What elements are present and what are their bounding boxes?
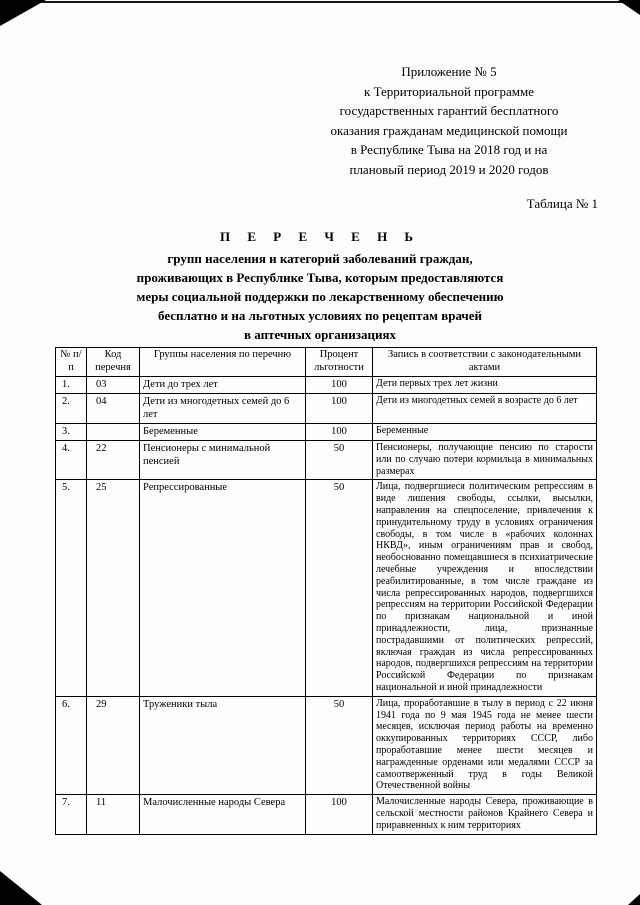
cell-benefit-percent: 50 xyxy=(306,441,373,480)
cell-legal-record: Лица, проработавшие в тылу в период с 22 июня 1941 года по 9 мая 1945 года не менее шести месяцев, исключая период работы на временно оккупированных территориях СССР, либо проработавшие менее шести месяцев и награжденные орденами или медалями СССР за самоотверженный труд в годы Великой Отечественной войны xyxy=(373,696,597,794)
scan-artifact-bottom-right xyxy=(628,894,640,905)
column-header-num: № п/п xyxy=(56,348,87,377)
cell-list-code: 04 xyxy=(87,394,140,424)
title-heading: П Е Р Е Ч Е Н Ь xyxy=(219,229,421,244)
scan-artifact-bottom-left xyxy=(0,871,42,905)
appendix-line: Приложение № 5 xyxy=(401,64,497,79)
cell-group-name: Репрессированные xyxy=(140,480,306,696)
cell-row-number: 6. xyxy=(56,696,87,794)
cell-list-code: 11 xyxy=(87,795,140,834)
title-line: в аптечных организациях xyxy=(244,327,396,342)
cell-group-name: Малочисленные народы Севера xyxy=(140,795,306,834)
cell-benefit-percent: 50 xyxy=(306,480,373,696)
document-title xyxy=(30,227,610,344)
table-row xyxy=(56,424,597,441)
cell-row-number: 1. xyxy=(56,377,87,394)
appendix-block xyxy=(284,62,614,179)
cell-legal-record: Дети из многодетных семей в возрасте до 6 лет xyxy=(373,394,597,424)
cell-benefit-percent: 100 xyxy=(306,394,373,424)
column-header-group: Группы населения по перечню xyxy=(140,348,306,377)
cell-legal-record: Беременные xyxy=(373,424,597,441)
cell-list-code xyxy=(87,424,140,441)
table-row xyxy=(56,441,597,480)
cell-group-name: Труженики тыла xyxy=(140,696,306,794)
title-line: групп населения и категорий заболеваний граждан, xyxy=(167,251,473,266)
cell-row-number: 5. xyxy=(56,480,87,696)
appendix-line: государственных гарантий бесплатного xyxy=(339,103,559,118)
cell-group-name: Дети из многодетных семей до 6 лет xyxy=(140,394,306,424)
cell-legal-record: Пенсионеры, получающие пенсию по старости или по случаю потери кормильца в минимальных размерах xyxy=(373,441,597,480)
table-row xyxy=(56,377,597,394)
cell-legal-record: Дети первых трех лет жизни xyxy=(373,377,597,394)
table-row xyxy=(56,394,597,424)
cell-benefit-percent: 100 xyxy=(306,377,373,394)
cell-legal-record: Лица, подвергшиеся политическим репрессиям в виде лишения свободы, ссылки, высылки, направления на спецпоселение, привлечения к принудительному труду в условиях ограничения свободы, в том числе в «рабочих колоннах НКВД», иным ограничениям прав и свобод, необоснованно помещавшиеся в психиатрические лечебные учреждения и впоследствии реабилитированные, в том числе граждане из числа репрессированных народов, подвергшихся репрессиям на территории Российской Федерации по признакам национальной и иной принадлежности, лица, признанные пострадавшими от политических репрессий, включая граждан из числа репрессированных народов, подвергшихся репрессиям на территории Российской Федерации по признакам национальной и иной принадлежности xyxy=(373,480,597,696)
scan-artifact-top-left xyxy=(0,0,46,26)
appendix-line: оказания гражданам медицинской помощи xyxy=(330,122,568,138)
cell-row-number: 2. xyxy=(56,394,87,424)
table-number-label: Таблица № 1 xyxy=(526,196,598,211)
cell-row-number: 3. xyxy=(56,424,87,441)
cell-list-code: 29 xyxy=(87,696,140,794)
appendix-line: к Территориальной программе xyxy=(364,83,534,99)
cell-group-name: Беременные xyxy=(140,424,306,441)
title-line: проживающих в Республике Тыва, которым предоставляются xyxy=(136,270,504,285)
cell-group-name: Пенсионеры с минимальной пенсией xyxy=(140,441,306,480)
cell-group-name: Дети до трех лет xyxy=(140,377,306,394)
cell-list-code: 25 xyxy=(87,480,140,696)
cell-list-code: 22 xyxy=(87,441,140,480)
cell-row-number: 4. xyxy=(56,441,87,480)
column-header-record: Запись в соответствии с законодательными актами xyxy=(373,348,597,377)
cell-legal-record: Малочисленные народы Севера, проживающие в сельской местности районов Крайнего Севера и приравненных к ним территориях xyxy=(373,795,597,834)
cell-benefit-percent: 50 xyxy=(306,696,373,794)
title-line: бесплатно и на льготных условиях по рецептам врачей xyxy=(157,308,483,323)
cell-benefit-percent: 100 xyxy=(306,424,373,441)
column-header-code: Код перечня xyxy=(87,348,140,377)
cell-benefit-percent: 100 xyxy=(306,795,373,834)
title-line: меры социальной поддержки по лекарственному обеспечению xyxy=(136,289,504,304)
table-header-row xyxy=(56,348,597,377)
cell-row-number: 7. xyxy=(56,795,87,834)
scan-edge-line xyxy=(34,1,640,3)
table-row xyxy=(56,696,597,794)
cell-list-code: 03 xyxy=(87,377,140,394)
benefits-table xyxy=(55,347,597,835)
column-header-percent: Процент льготности xyxy=(306,348,373,377)
appendix-line: в Республике Тыва на 2018 год и на xyxy=(350,142,548,157)
table-row xyxy=(56,795,597,834)
appendix-line: плановый период 2019 и 2020 годов xyxy=(349,161,549,177)
table-row xyxy=(56,480,597,696)
